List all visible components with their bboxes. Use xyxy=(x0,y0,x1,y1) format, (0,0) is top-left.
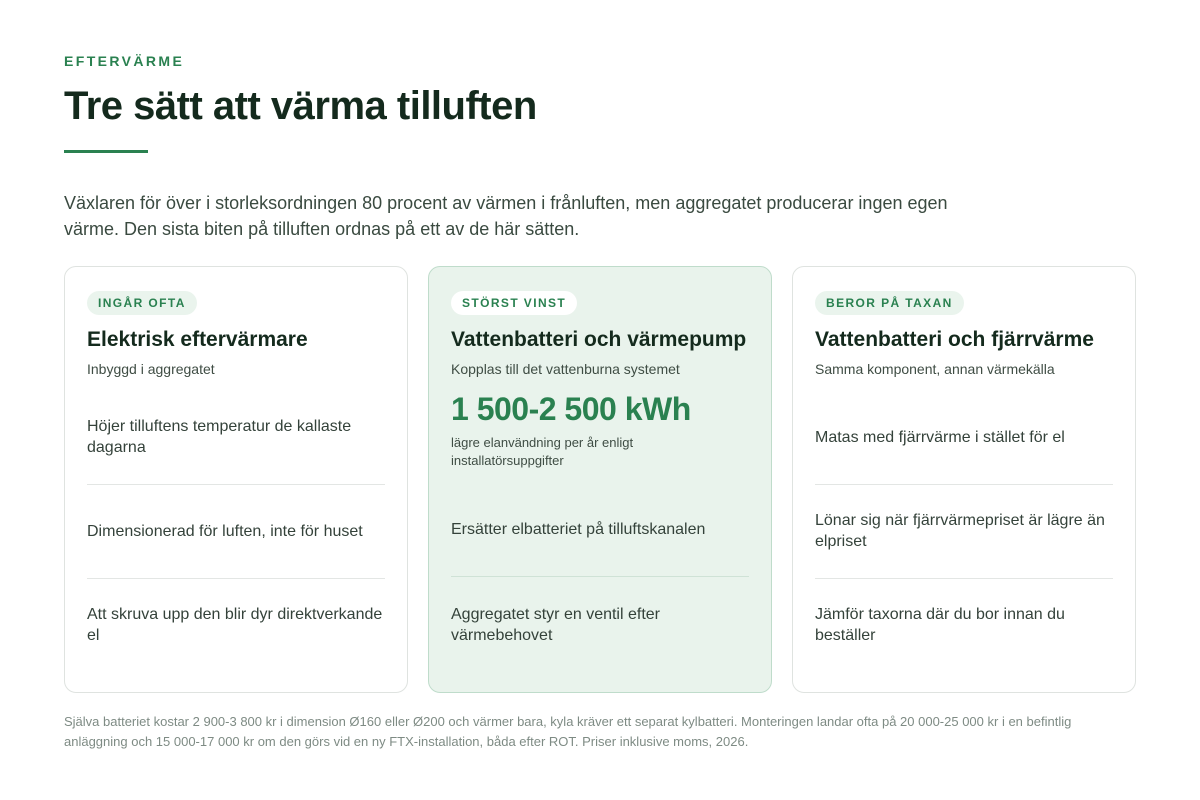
card-subtitle: Samma komponent, annan värmekälla xyxy=(815,361,1055,377)
card-subtitle: Inbyggd i aggregatet xyxy=(87,361,215,377)
savings-stat-value: 1 500-2 500 kWh xyxy=(451,391,691,427)
card-divider xyxy=(815,578,1113,579)
card-title: Vattenbatteri och värmepump xyxy=(451,328,747,351)
page-title: Tre sätt att värma tilluften xyxy=(64,84,537,128)
card-item: Höjer tilluftens temperatur de kallaste dagarna xyxy=(87,418,352,456)
card-item: Matas med fjärrvärme i stället för el xyxy=(815,429,1065,446)
card-item: Ersätter elbatteriet på tilluftskanalen xyxy=(451,521,706,538)
card-item: Dimensionerad för luften, inte för huset xyxy=(87,523,363,540)
card-electric-heater xyxy=(64,266,408,693)
section-eyebrow: EFTERVÄRME xyxy=(64,53,185,69)
card-item: Aggregatet styr en ventil efter värmebehovet xyxy=(451,606,660,644)
card-badge: STÖRST VINST xyxy=(451,291,577,315)
card-title: Vattenbatteri och fjärrvärme xyxy=(815,328,1094,351)
footnote: Själva batteriet kostar 2 900-3 800 kr i dimension Ø160 eller Ø200 och värmer bara, kyla kräver ett separat kylbatteri. Monteringen landar ofta på 20 000-25 000 kr i en befintlig anläggning och 15 000-17 000 kr om den görs vid en ny FTX-installation, båda efter ROT. Priser inklusive moms, 2026. xyxy=(64,714,1072,749)
card-item: Lönar sig när fjärrvärmepriset är lägre än elpriset xyxy=(815,512,1105,550)
intro-text: Växlaren för över i storleksordningen 80 procent av värmen i frånluften, men aggregatet producerar ingen egen värme. Den sista biten på tilluften ordnas på ett av de här sätten. xyxy=(64,193,948,239)
title-underline xyxy=(64,150,148,153)
savings-stat-caption: lägre elanvändning per år enligt installatörsuppgifter xyxy=(451,435,634,468)
card-badge: BEROR PÅ TAXAN xyxy=(815,291,964,315)
card-item: Jämför taxorna där du bor innan du beställer xyxy=(815,606,1065,644)
option-cards xyxy=(64,266,1136,693)
card-badge: INGÅR OFTA xyxy=(87,291,197,315)
card-divider xyxy=(87,484,385,485)
card-subtitle: Kopplas till det vattenburna systemet xyxy=(451,361,680,377)
card-title: Elektrisk eftervärmare xyxy=(87,328,308,351)
card-divider xyxy=(451,576,749,577)
card-item: Att skruva upp den blir dyr direktverkande el xyxy=(87,606,383,644)
card-divider xyxy=(815,484,1113,485)
card-divider xyxy=(87,578,385,579)
card-water-battery-district-heating xyxy=(792,266,1136,693)
card-water-battery-heat-pump xyxy=(428,266,772,693)
